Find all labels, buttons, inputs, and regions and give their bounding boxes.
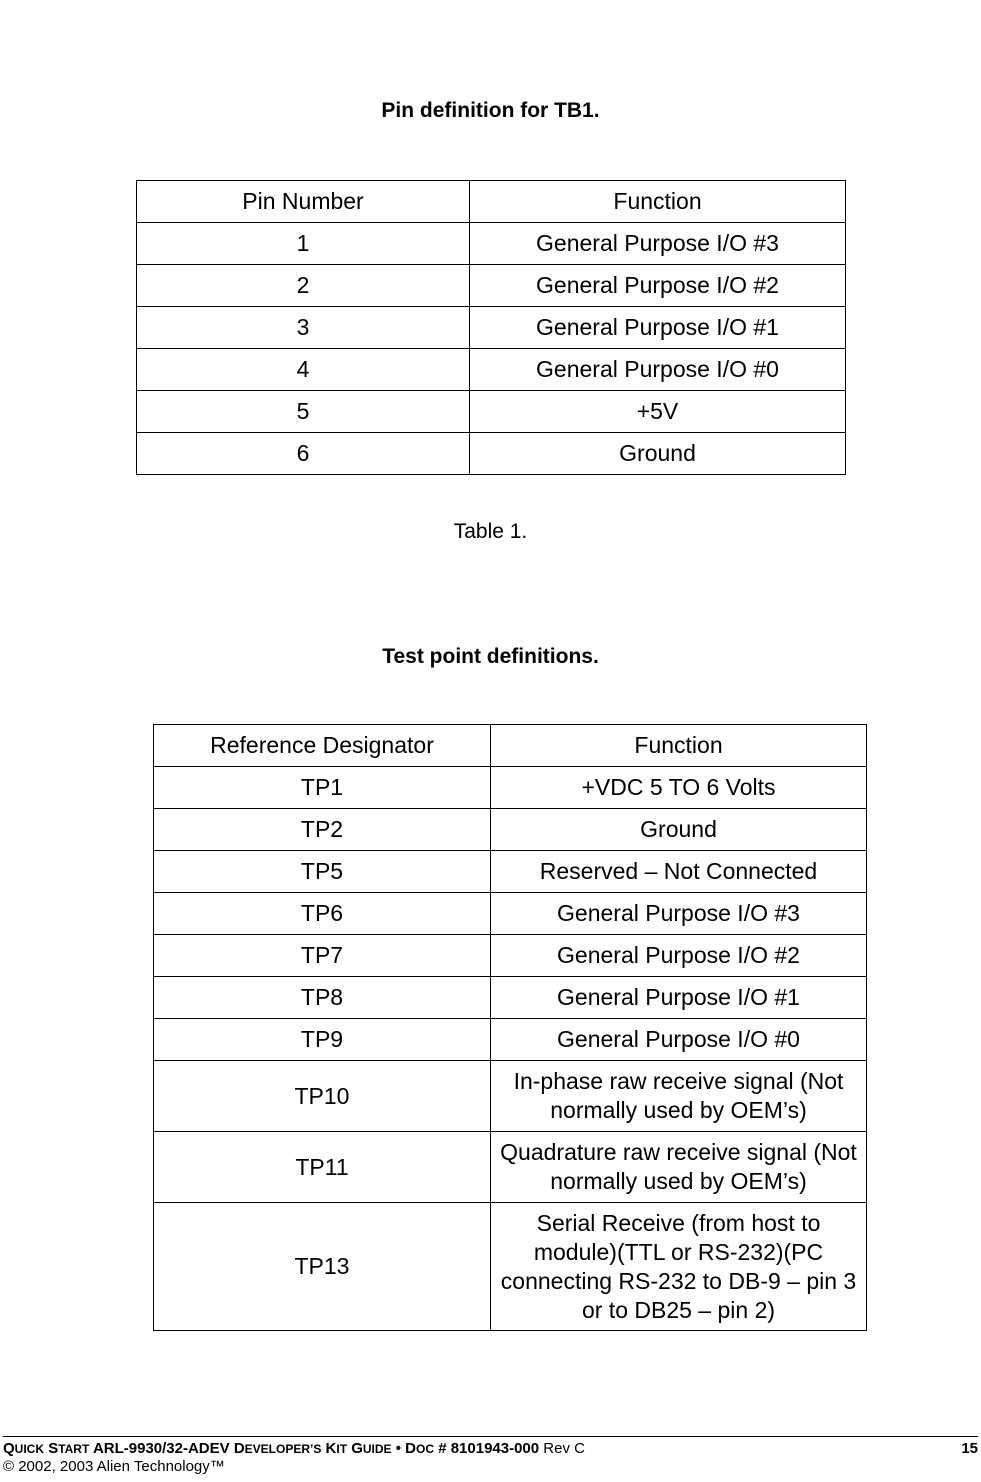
tb1-pin-table [136,180,846,475]
pin-function: Ground [470,433,846,475]
table-row [154,1203,867,1331]
tp-function: In-phase raw receive signal (Not normally used by OEM’s) [491,1061,867,1132]
pin-function: General Purpose I/O #1 [470,307,846,349]
table-header-row [154,725,867,767]
pin-function: General Purpose I/O #0 [470,349,846,391]
test-point-table [153,724,867,1331]
pin-function: General Purpose I/O #2 [470,265,846,307]
ref-designator: TP11 [154,1132,491,1203]
ref-designator: TP10 [154,1061,491,1132]
tp-function: General Purpose I/O #0 [491,1019,867,1061]
ref-designator: TP7 [154,935,491,977]
pin-number: 5 [137,391,470,433]
footer-copyright: © 2002, 2003 Alien Technology™ [3,1458,225,1475]
pin-number: 4 [137,349,470,391]
table-header-row [137,181,846,223]
tp-function: General Purpose I/O #2 [491,935,867,977]
table-row [154,977,867,1019]
pin-number: 2 [137,265,470,307]
pin-number: 3 [137,307,470,349]
table-row [154,809,867,851]
tp-function: Reserved – Not Connected [491,851,867,893]
ref-designator: TP9 [154,1019,491,1061]
tp-function: Ground [491,809,867,851]
column-header: Reference Designator [154,725,491,767]
table-row [154,1019,867,1061]
pin-number: 1 [137,223,470,265]
table-row [154,893,867,935]
column-header: Function [470,181,846,223]
pin-number: 6 [137,433,470,475]
page-footer [3,1436,978,1475]
page-number: 15 [961,1440,978,1457]
table-row [154,1061,867,1132]
pin-function: +5V [470,391,846,433]
table-row [154,767,867,809]
ref-designator: TP6 [154,893,491,935]
table-row [137,433,846,475]
footer-title-line [3,1440,978,1457]
table-row [154,851,867,893]
tp-function: +VDC 5 TO 6 Volts [491,767,867,809]
ref-designator: TP5 [154,851,491,893]
table-row [137,265,846,307]
column-header: Function [491,725,867,767]
column-header: Pin Number [137,181,470,223]
table-row [137,223,846,265]
tp-function: Quadrature raw receive signal (Not normally used by OEM’s) [491,1132,867,1203]
footer-doc-title: QUICK START ARL-9930/32-ADEV DEVELOPER’S KIT GUIDE • DOC # 8101943-000 Rev C [3,1440,585,1457]
ref-designator: TP8 [154,977,491,1019]
table-row [154,935,867,977]
table-row [154,1132,867,1203]
tp-function: General Purpose I/O #1 [491,977,867,1019]
tp-function: General Purpose I/O #3 [491,893,867,935]
table-row [137,349,846,391]
ref-designator: TP13 [154,1203,491,1331]
ref-designator: TP1 [154,767,491,809]
ref-designator: TP2 [154,809,491,851]
pin-function: General Purpose I/O #3 [470,223,846,265]
tb1-heading: Pin definition for TB1. [381,99,600,122]
tp-function: Serial Receive (from host to module)(TTL or RS-232)(PC connecting RS-232 to DB-9 – pin 3 or to DB25 – pin 2) [491,1203,867,1331]
test-point-heading: Test point definitions. [382,645,599,668]
table-row [137,391,846,433]
table-row [137,307,846,349]
table-caption: Table 1. [453,520,528,543]
